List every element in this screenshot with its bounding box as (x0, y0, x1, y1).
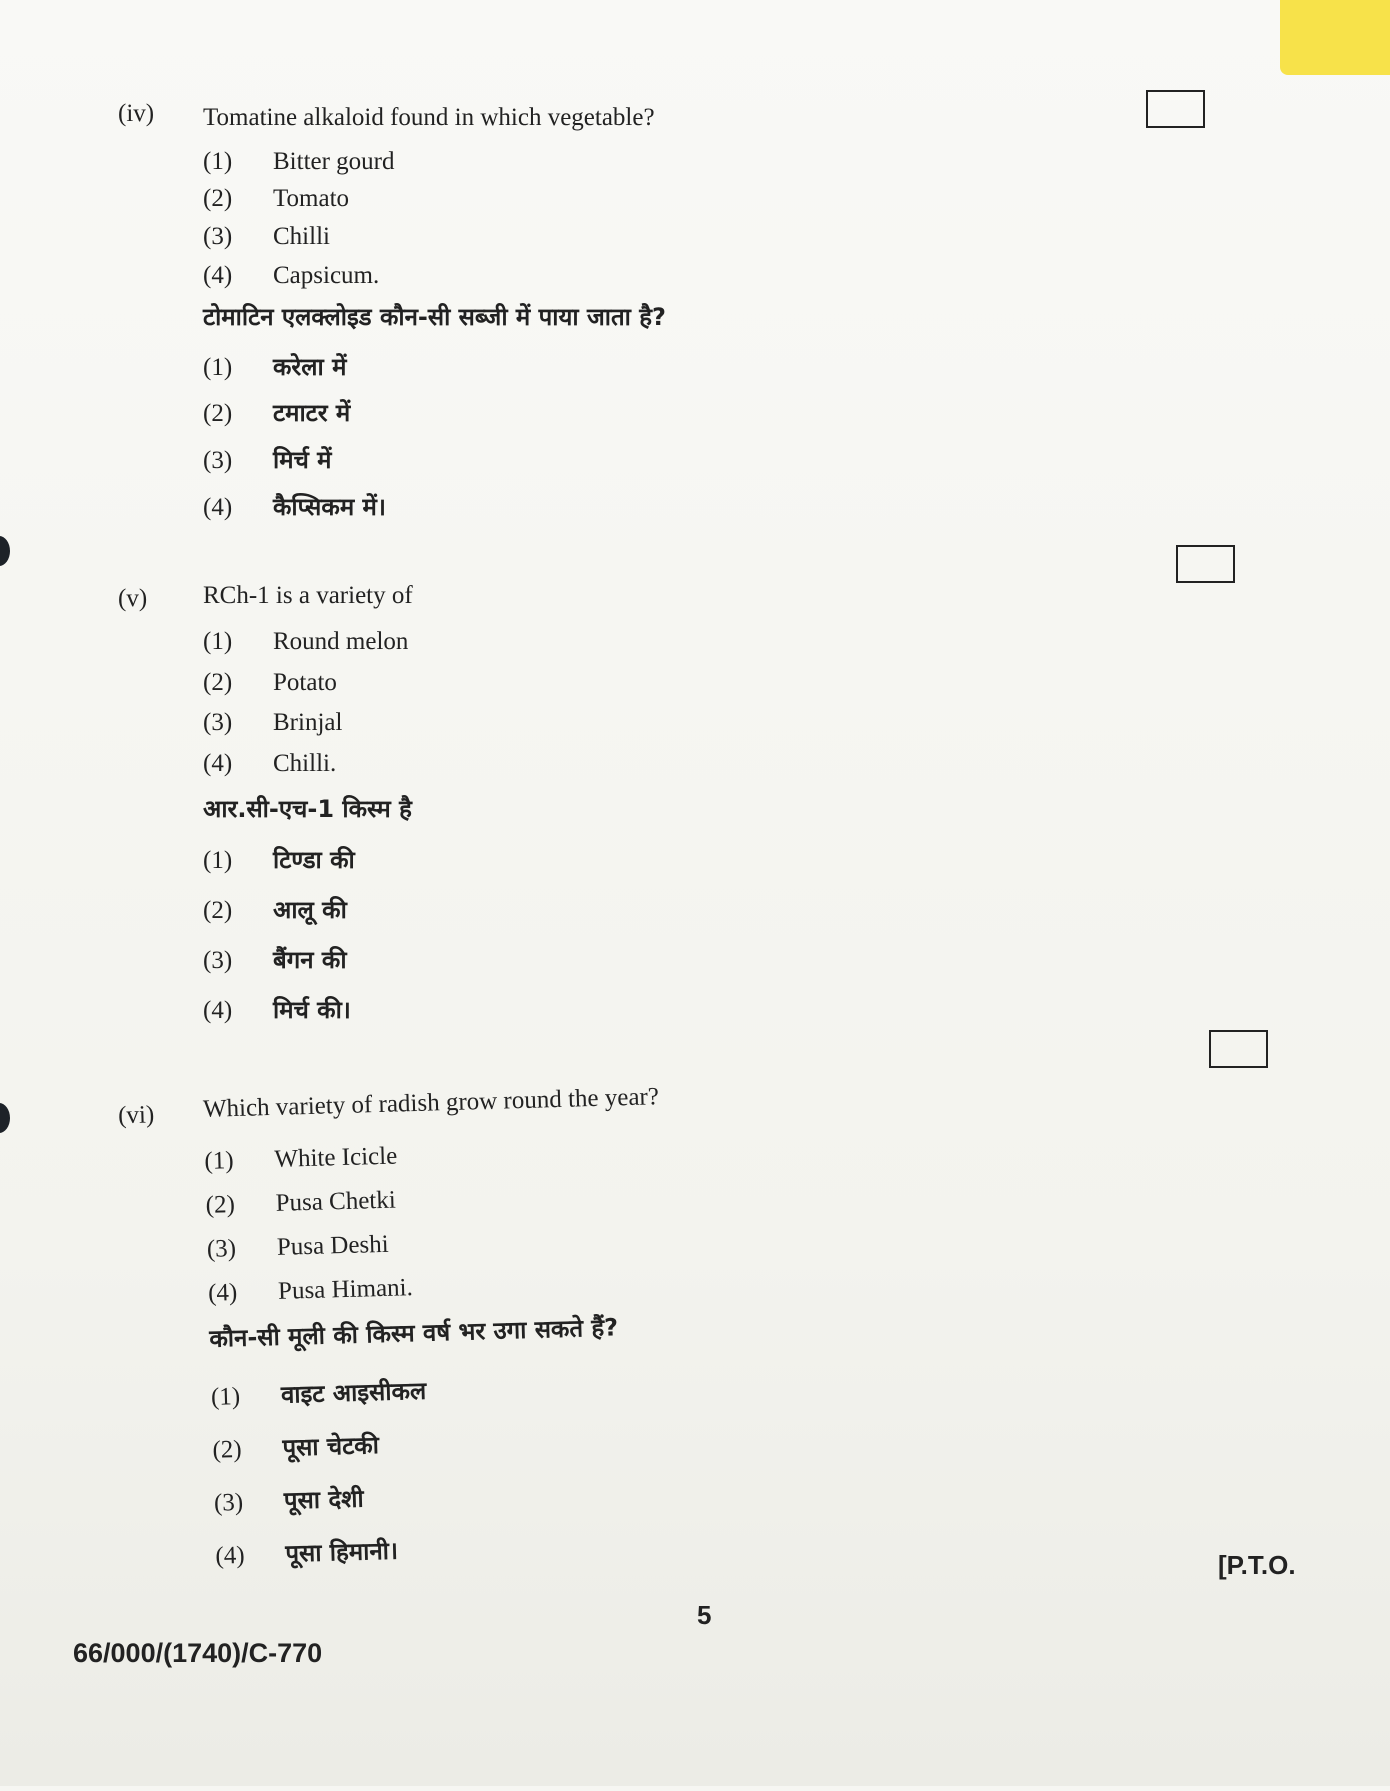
option-english: (4) Chilli. (203, 750, 337, 777)
paper-code: 66/000/(1740)/C-770 (73, 1638, 323, 1668)
option-hindi: (4) मिर्च की। (203, 996, 351, 1024)
option-english: (2) Tomato (203, 185, 350, 212)
option-english: (1) Bitter gourd (203, 148, 395, 175)
option-hindi: (4) कैप्सिकम में। (203, 493, 386, 521)
question-text-english: Tomatine alkaloid found in which vegetable? (203, 104, 655, 131)
question-text-english: Which variety of radish grow round the year? (202, 1083, 660, 1123)
option-english: (2) Potato (203, 669, 337, 696)
page-number: 5 (697, 1600, 712, 1630)
question-number: (vi) (117, 1101, 155, 1130)
please-turn-over: [P.T.O. (1218, 1550, 1296, 1580)
option-english: (4) Capsicum. (203, 262, 380, 289)
option-english: (3) Chilli (203, 223, 330, 250)
question-number: (v) (118, 585, 148, 612)
option-hindi: (2) पूसा चेटकी (212, 1431, 380, 1464)
question-text-english: RCh-1 is a variety of (203, 582, 413, 609)
question-text-hindi: आर.सी-एच-1 किस्म है (203, 795, 412, 823)
question-text-hindi: कौन-सी मूली की किस्म वर्ष भर उगा सकते हैं? (209, 1313, 619, 1353)
option-hindi: (4) पूसा हिमानी। (215, 1536, 399, 1570)
option-hindi: (2) आलू की (203, 896, 347, 924)
option-hindi: (1) टिण्डा की (203, 846, 355, 874)
option-english: (3) Brinjal (203, 709, 343, 736)
question-number: (iv) (118, 100, 155, 127)
option-hindi: (2) टमाटर में (203, 399, 351, 427)
option-hindi: (3) पूसा देशी (213, 1484, 365, 1517)
option-english: (3) Pusa Deshi (206, 1230, 390, 1263)
option-hindi: (3) मिर्च में (203, 446, 332, 474)
question-text-hindi: टोमाटिन एलक्लोइड कौन-सी सब्जी में पाया जाता है? (203, 303, 666, 331)
option-hindi: (3) बैंगन की (203, 946, 347, 974)
option-hindi: (1) वाइट आइसीकल (210, 1376, 427, 1411)
option-english: (4) Pusa Himani. (207, 1274, 414, 1307)
option-hindi: (1) करेला में (203, 353, 347, 381)
option-english: (1) White Icicle (204, 1142, 398, 1175)
option-english: (2) Pusa Chetki (205, 1186, 397, 1219)
option-english: (1) Round melon (203, 628, 409, 655)
